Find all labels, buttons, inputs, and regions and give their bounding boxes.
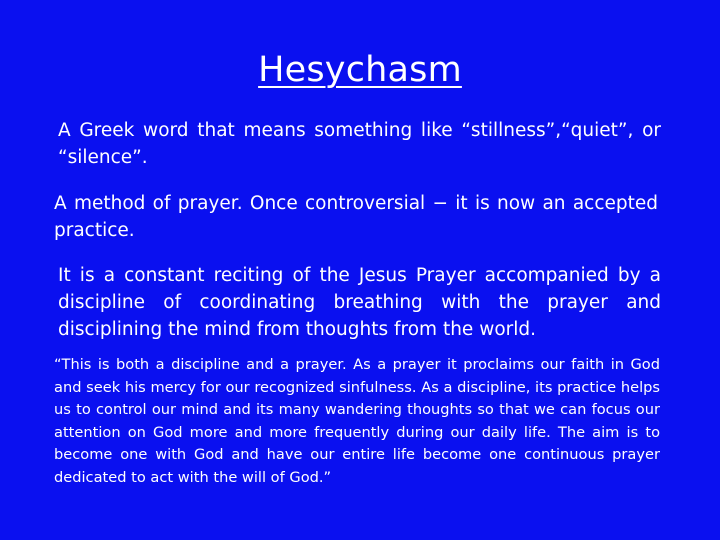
definition-paragraph: A Greek word that means something like “stillness”,“quiet”, or “silence”. (58, 120, 661, 168)
slide-title: Hesychasm (258, 50, 462, 90)
method-paragraph: A method of prayer. Once controversial − it is now an accepted practice. (54, 193, 658, 241)
quote-paragraph: “This is both a discipline and a prayer. As a prayer it proclaims our faith in God and seek his mercy for our recognized sinfulness. As a discipline, its practice helps us to control our mind and its many wandering thoughts so that we can focus our attention on God more and more frequently during our daily life. The aim is to become one with God and have our entire life become one continuous prayer dedicated to act with the will of God.” (54, 356, 660, 486)
practice-paragraph: It is a constant reciting of the Jesus Prayer accompanied by a discipline of coordinating breathing with the prayer and disciplining the mind from thoughts from the world. (58, 265, 661, 340)
